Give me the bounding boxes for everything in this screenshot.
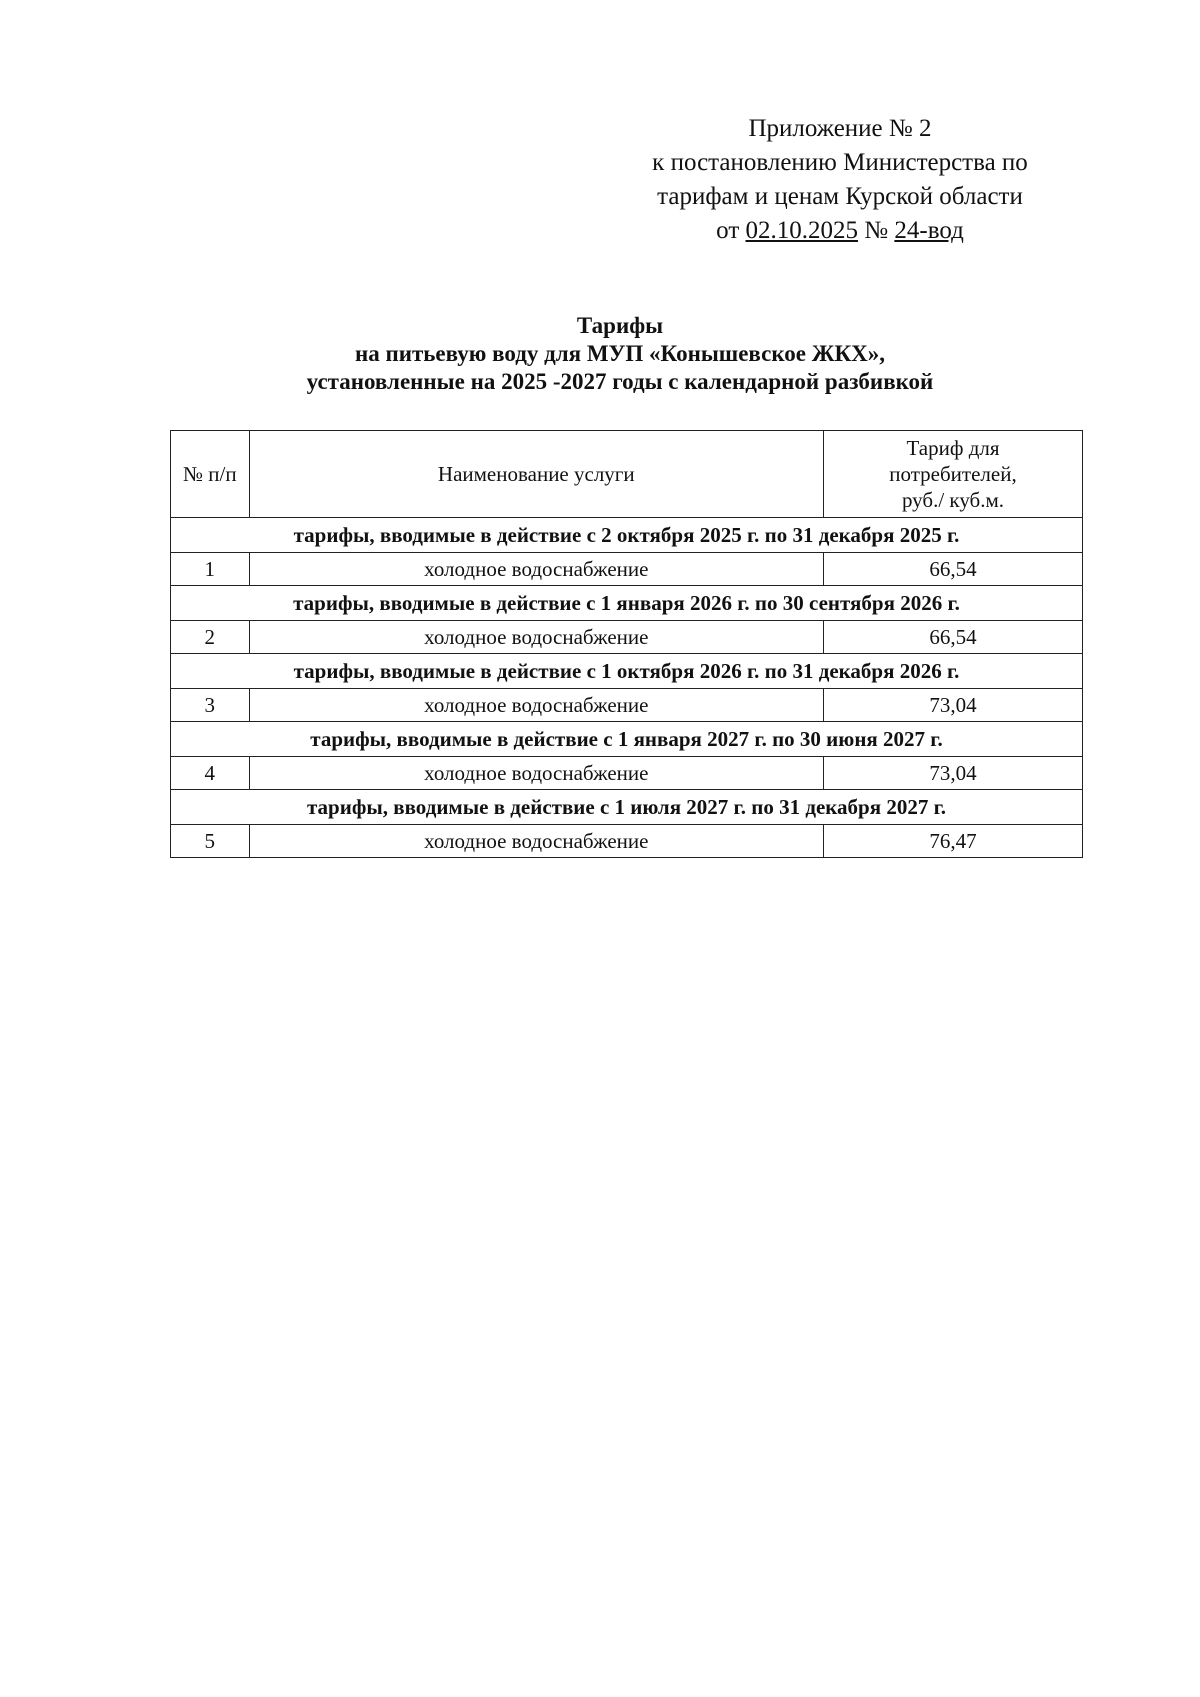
decree-number: 24-вод bbox=[894, 217, 964, 244]
tariff-value: 76,47 bbox=[824, 825, 1083, 858]
table-row bbox=[171, 825, 1083, 858]
tariff-table bbox=[170, 430, 1083, 858]
tariff-value: 73,04 bbox=[824, 757, 1083, 790]
tariff-value: 66,54 bbox=[824, 553, 1083, 586]
header-tariff-line-1: Тариф для bbox=[906, 436, 1000, 460]
appendix-line-2: к постановлению Министерства по bbox=[652, 149, 1028, 176]
period-label: тарифы, вводимые в действие с 1 июля 2027 г. по 31 декабря 2027 г. bbox=[171, 790, 1083, 825]
service-name: холодное водоснабжение bbox=[249, 621, 823, 654]
row-number: 1 bbox=[171, 553, 250, 586]
header-num: № п/п bbox=[171, 431, 250, 518]
header-service: Наименование услуги bbox=[249, 431, 823, 518]
period-row bbox=[171, 518, 1083, 553]
appendix-header bbox=[620, 112, 1060, 248]
row-number: 5 bbox=[171, 825, 250, 858]
service-name: холодное водоснабжение bbox=[249, 689, 823, 722]
header-tariff bbox=[824, 431, 1083, 518]
table-row bbox=[171, 621, 1083, 654]
appendix-line-3: тарифам и ценам Курской области bbox=[657, 183, 1023, 210]
period-row bbox=[171, 586, 1083, 621]
period-label: тарифы, вводимые в действие с 1 октября 2026 г. по 31 декабря 2026 г. bbox=[171, 654, 1083, 689]
document-title bbox=[160, 312, 1080, 396]
row-number: 3 bbox=[171, 689, 250, 722]
tariff-value: 73,04 bbox=[824, 689, 1083, 722]
service-name: холодное водоснабжение bbox=[249, 757, 823, 790]
table-row bbox=[171, 553, 1083, 586]
period-row bbox=[171, 790, 1083, 825]
period-label: тарифы, вводимые в действие с 2 октября 2025 г. по 31 декабря 2025 г. bbox=[171, 518, 1083, 553]
date-prefix: от bbox=[716, 217, 746, 244]
period-label: тарифы, вводимые в действие с 1 января 2026 г. по 30 сентября 2026 г. bbox=[171, 586, 1083, 621]
period-row bbox=[171, 722, 1083, 757]
row-number: 4 bbox=[171, 757, 250, 790]
number-prefix: № bbox=[858, 217, 895, 244]
decree-date: 02.10.2025 bbox=[745, 217, 859, 244]
title-line-2: на питьевую воду для МУП «Конышевское ЖКХ», bbox=[354, 341, 886, 366]
title-line-1: Тарифы bbox=[576, 313, 664, 338]
table-header-row bbox=[171, 431, 1083, 518]
table-row bbox=[171, 689, 1083, 722]
period-row bbox=[171, 654, 1083, 689]
table-row bbox=[171, 757, 1083, 790]
service-name: холодное водоснабжение bbox=[249, 825, 823, 858]
service-name: холодное водоснабжение bbox=[249, 553, 823, 586]
header-tariff-line-2: потребителей, bbox=[889, 462, 1017, 486]
tariff-value: 66,54 bbox=[824, 621, 1083, 654]
title-line-3: установленные на 2025 -2027 годы с календарной разбивкой bbox=[306, 369, 934, 394]
header-tariff-line-3: руб./ куб.м. bbox=[901, 488, 1005, 512]
period-label: тарифы, вводимые в действие с 1 января 2027 г. по 30 июня 2027 г. bbox=[171, 722, 1083, 757]
appendix-date-line bbox=[620, 214, 1060, 248]
row-number: 2 bbox=[171, 621, 250, 654]
appendix-title: Приложение № 2 bbox=[748, 115, 932, 142]
